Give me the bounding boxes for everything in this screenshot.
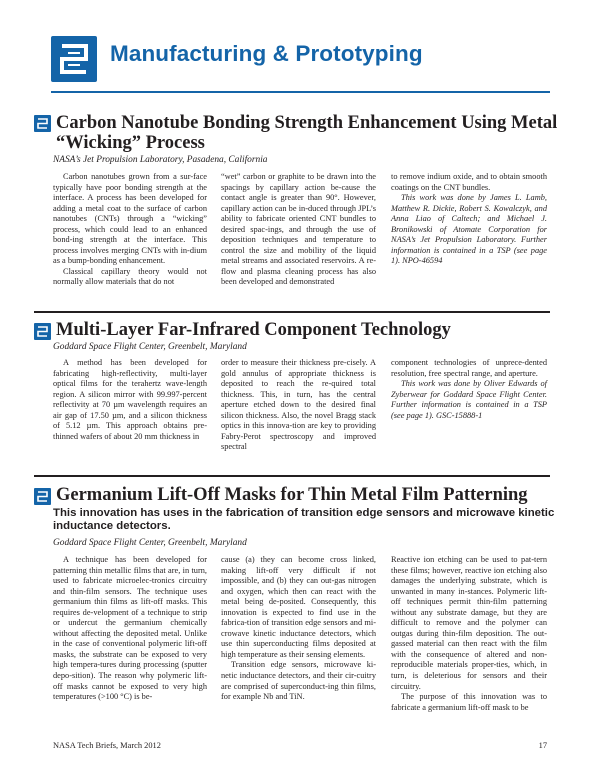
section-rule: [51, 91, 550, 93]
credit-paragraph: This work was done by James L. Lamb, Matthew R. Dickie, Robert S. Kowalczyk, and Anna Liao of Caltech; and Michael J. Bronikowski of Atomate Corporation for NASA’s Jet Propulsion Laboratory. Further information is contained in a TSP (see page 1). NPO-46594: [391, 193, 547, 266]
paragraph: A method has been developed for fabricating high-reflectivity, multi-layer optical films for the terahertz wave-length region. A silicon mirror with 99.997-percent reflectivity at 70 µm wavelength requires an air gap of 17.50 µm, and a silicon thickness of 5.12 µm. This approach obtains pre-thinned wafers of about 20 mm thickness in: [53, 358, 207, 441]
paragraph: Classical capillary theory would not normally allow materials that do not: [53, 266, 207, 287]
paragraph: to remove indium oxide, and to obtain smooth coatings on the CNT bundles.: [391, 172, 547, 192]
paragraph: order to measure their thickness pre-cisely. A gold annulus of appropriate thickness is deposited to reach the re-quired total thickness. This, in turn, has the central aperture etched down to the desired final silicon thickness. Also, the novel Bragg stack optics in this innova-tion are key to providing Fabry-Perot spectroscopy and improved spectral: [221, 358, 376, 452]
article-separator: [34, 311, 550, 313]
article-icon: [34, 323, 51, 340]
article-1-title-line2: “Wicking” Process: [56, 133, 205, 153]
article-1-column-2: [221, 172, 376, 288]
article-3-subtitle-line2: inductance detectors.: [53, 520, 171, 532]
article-3-column-2: [221, 555, 376, 703]
paragraph: cause (a) they can become cross linked, making lift-off very difficult if not impossible, and (b) they can out-gas nitrogen and oxygen, which then can react with the metal being de-posited. Consequently, this innovation is expected to find use in the fabrica-tion of transition edge sensors and mi-crowave kinetic inductance detectors, which use thin superconducting films deposited at high temperature as their sensing elements.: [221, 555, 376, 659]
paragraph: Transition edge sensors, microwave ki-netic inductance detectors, and their cir-cuitry are comprised of superconduct-ing thin films, for example Nb and TiN.: [221, 660, 376, 702]
article-1-column-1: [53, 172, 207, 288]
article-2-title-line1: Multi-Layer Far-Infrared Component Technology: [56, 320, 451, 340]
article-1-title-line1: Carbon Nanotube Bonding Strength Enhancement Using Metal: [56, 113, 558, 133]
article-icon: [34, 115, 51, 132]
article-3-title: [56, 485, 528, 505]
paragraph: A technique has been developed for patterning thin metallic films that are, in turn, used to fabricate microelec-tronics circuitry and thin-film sensors. The technique uses germanium thin films as lift-off masks. This requires de-velopment of a technique to strip or undercut the germanium chemically without affecting the deposited metal. Unlike in the case of conventional polymeric lift-off masks, the substrate can be exposed to very high tempera-tures during processing (sputter depo-sition). The reason why polymeric lift-off masks cannot be exposed to very high temperatures (>100 °C) is be-: [53, 555, 207, 702]
page-number: 17: [538, 741, 547, 750]
article-3-column-3: [391, 555, 547, 713]
paragraph: “wet” carbon or graphite to be drawn into the spacings by capillary action be-cause the contact angle is greater than 90°. However, capillary action can be in-duced through JPL’s ability to fabricate oriented CNT bundles to desired spac-ings, and through the use of deposition techniques and temperature to control the size and mobility of the liquid metal streams and associated reservoirs. A re-flow and plasma cleaning process has also been developed and demonstrated: [221, 172, 376, 287]
article-1-title: [56, 113, 557, 153]
paragraph: component technologies of unprece-dented resolution, free spectral range, and aperture.: [391, 358, 547, 378]
section-title: Manufacturing & Prototyping: [110, 41, 423, 66]
article-3-column-1: [53, 555, 207, 703]
article-2-title: [56, 320, 451, 340]
article-2-column-2: [221, 358, 376, 453]
article-2-column-1: [53, 358, 207, 442]
paragraph: Reactive ion etching can be used to pat-tern these films; however, reactive ion etching also damages the underlying substrate, which is unwanted in many in-stances. Polymeric lift-off techniques permit thin-film patterning without any substrate damage, but they are difficult to remove and the polymer can outgas during thin-film deposition. The out-gassed material can then react with the film with the consequence of altered and non-reproducible materials proper-ties, which, in turn, is deleterious for sensors and their circuitry.: [391, 555, 547, 691]
footer-publication: NASA Tech Briefs, March 2012: [53, 741, 161, 750]
article-2-column-3: [391, 358, 547, 421]
nasa-tech-briefs-logo-icon: [51, 36, 97, 82]
article-3-title-line1: Germanium Lift-Off Masks for Thin Metal Film Patterning: [56, 485, 528, 505]
article-3-affiliation: Goddard Space Flight Center, Greenbelt, Maryland: [53, 538, 247, 548]
article-3-subtitle-line1: This innovation has uses in the fabrication of transition edge sensors and microwave kinetic: [53, 507, 555, 519]
article-2-affiliation: Goddard Space Flight Center, Greenbelt, Maryland: [53, 342, 247, 352]
article-1-affiliation: NASA’s Jet Propulsion Laboratory, Pasadena, California: [53, 155, 268, 165]
paragraph: The purpose of this innovation was to fabricate a germanium lift-off mask to be: [391, 692, 547, 712]
article-icon: [34, 488, 51, 505]
article-separator: [34, 475, 550, 477]
credit-paragraph: This work was done by Oliver Edwards of Zyberwear for Goddard Space Flight Center. Further information is contained in a TSP (see page 1). GSC-15888-1: [391, 379, 547, 420]
article-1-column-3: [391, 172, 547, 267]
article-3-subtitle: [53, 507, 554, 533]
paragraph: Carbon nanotubes grown from a sur-face typically have poor bonding strength at the interface. A process has been developed for adding a metal coat to the surface of carbon nanotubes (CNTs) through a “wicking” process, which could lead to an enhanced bond-ing strength at the interface. This process involves merging CNTs with in-dium as a bump-bonding enhancement.: [53, 172, 207, 266]
